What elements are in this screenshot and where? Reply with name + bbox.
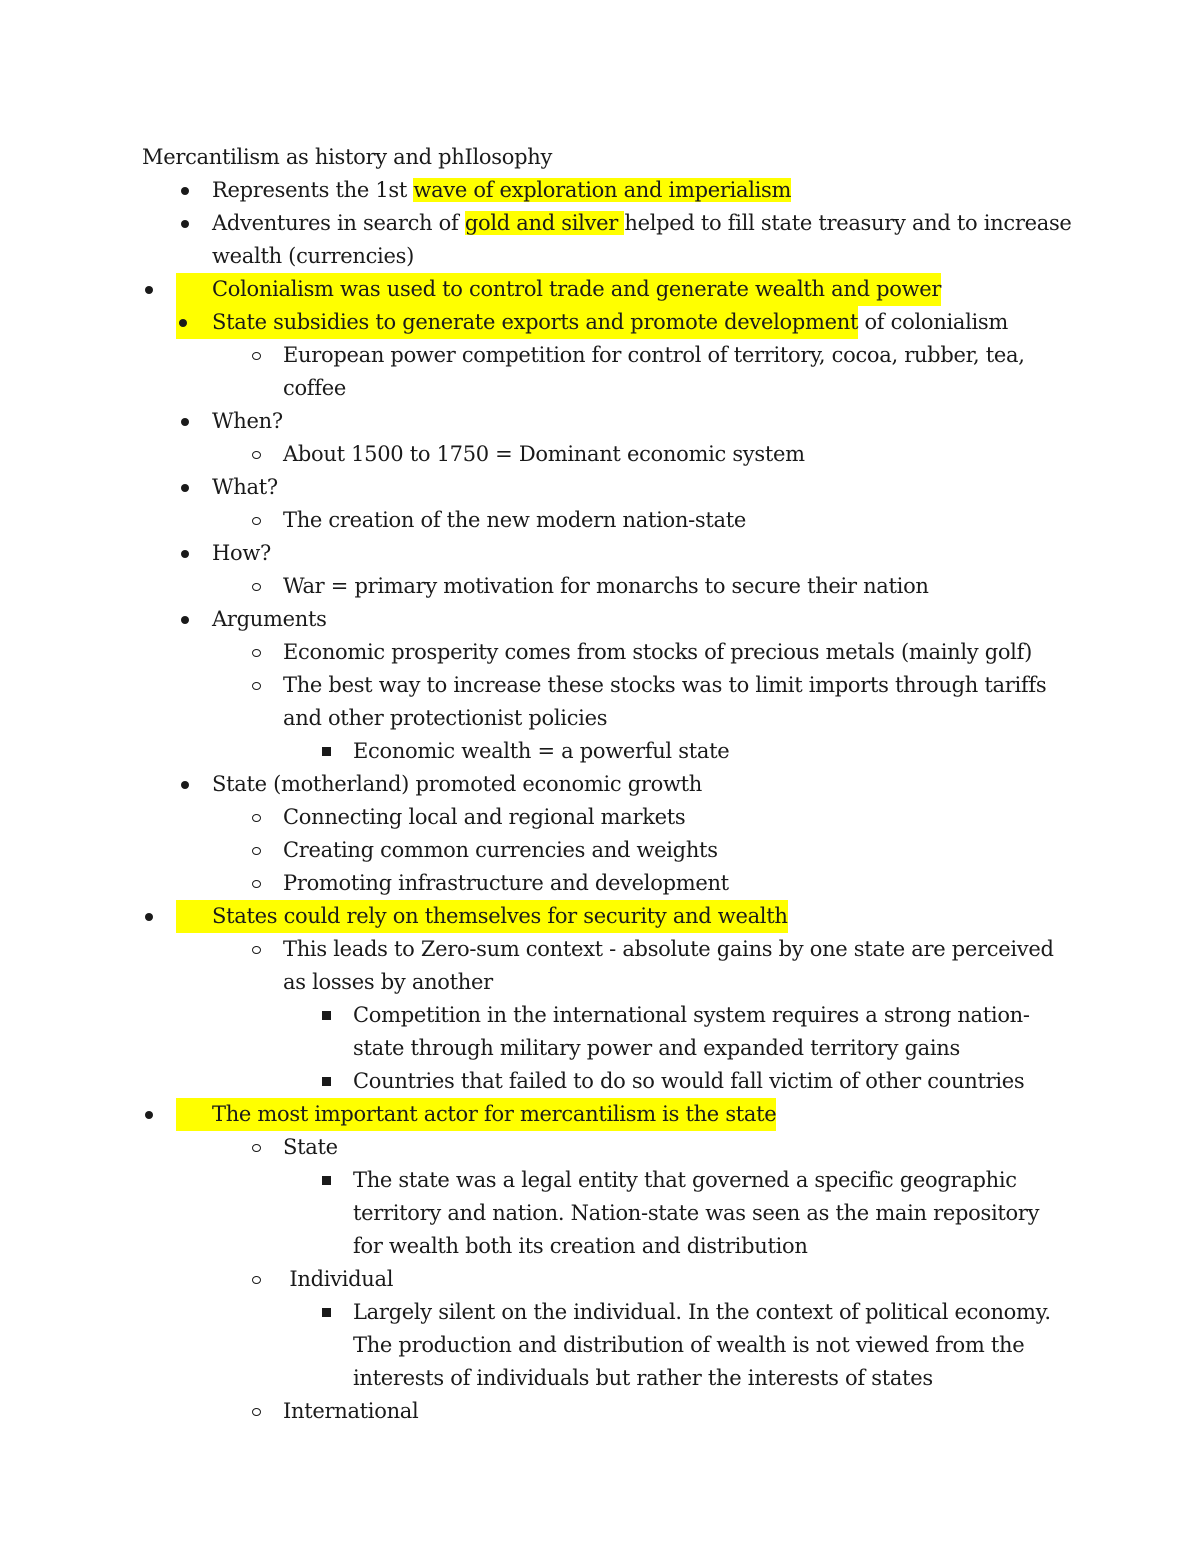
highlighted-text: Colonialism was used to control trade and generate wealth and power: [212, 277, 942, 301]
bullet-square-icon: [317, 1164, 335, 1197]
highlighted-text: States could rely on themselves for security and wealth: [212, 904, 788, 928]
list-item-text: About 1500 to 1750 = Dominant economic system: [283, 442, 805, 466]
list-item: [142, 735, 1072, 768]
bullet-dot-icon: [176, 537, 194, 570]
list-item: [142, 1263, 1072, 1296]
bullet-dot-icon: [140, 273, 158, 306]
list-item-text: Economic wealth = a powerful state: [353, 739, 730, 763]
list-item-text: of colonialism: [858, 310, 1009, 334]
bullet-dot-icon: [176, 207, 194, 240]
bullet-circle-icon: [247, 1395, 265, 1428]
list-item-text: Individual: [283, 1267, 394, 1291]
list-item-text: This leads to Zero-sum context - absolute gains by one state are perceived as losses by another: [283, 937, 1054, 994]
list-item-text: Competition in the international system requires a strong nation-state through military power and expanded territory gains: [353, 1003, 1030, 1060]
bullet-square-icon: [317, 1065, 335, 1098]
list-item: [142, 570, 1072, 603]
list-item-text: Adventures in search of: [212, 211, 465, 235]
list-item: [142, 1098, 1072, 1131]
bullet-circle-icon: [247, 438, 265, 471]
bullet-dot-icon: [174, 306, 192, 339]
list-item-text: Economic prosperity comes from stocks of precious metals (mainly golf): [283, 640, 1032, 664]
list-item-text: European power competition for control of territory, cocoa, rubber, tea, coffee: [283, 343, 1025, 400]
bullet-dot-icon: [176, 405, 194, 438]
bullet-circle-icon: [247, 933, 265, 966]
list-item-text: Largely silent on the individual. In the context of political economy. The production and distribution of wealth is not viewed from the interests of individuals but rather the interests of states: [353, 1300, 1051, 1390]
list-item: [142, 933, 1072, 999]
bullet-square-icon: [317, 735, 335, 768]
bullet-circle-icon: [247, 504, 265, 537]
bullet-circle-icon: [247, 867, 265, 900]
bullet-circle-icon: [247, 1263, 265, 1296]
list-item-text: How?: [212, 541, 271, 565]
list-item-text: Creating common currencies and weights: [283, 838, 718, 862]
document-body: [142, 141, 1072, 1428]
bullet-square-icon: [317, 999, 335, 1032]
list-item: [142, 471, 1072, 504]
list-item-text: What?: [212, 475, 278, 499]
list-item: [142, 900, 1072, 933]
list-item: [142, 174, 1072, 207]
bullet-dot-icon: [140, 1098, 158, 1131]
list-item: [142, 834, 1072, 867]
list-item-text: helped to fill state treasury and to increase wealth (currencies): [212, 211, 1072, 268]
bullet-dot-icon: [176, 768, 194, 801]
list-item-text: The state was a legal entity that governed a specific geographic territory and nation. Nation-state was seen as the main repository for wealth both its creation and distribution: [353, 1168, 1040, 1258]
list-item: [142, 603, 1072, 636]
bullet-circle-icon: [247, 669, 265, 702]
list-item: [142, 1131, 1072, 1164]
bullet-circle-icon: [247, 339, 265, 372]
list-item-text: International: [283, 1399, 419, 1423]
highlighted-text: The most important actor for mercantilism is the state: [212, 1102, 777, 1126]
bullet-dot-icon: [176, 471, 194, 504]
list-item: [142, 669, 1072, 735]
bullet-dot-icon: [176, 174, 194, 207]
highlighted-text: State subsidies to generate exports and promote development: [212, 310, 859, 334]
list-item: [142, 273, 1072, 306]
list-item: [142, 768, 1072, 801]
document-title: Mercantilism as history and phIlosophy: [142, 145, 553, 169]
list-item-text: Represents the 1st: [212, 178, 414, 202]
list-item: [142, 1296, 1072, 1395]
bullet-dot-icon: [140, 900, 158, 933]
bullet-circle-icon: [247, 834, 265, 867]
list-item: [142, 999, 1072, 1065]
list-item: [142, 1395, 1072, 1428]
list-item-text: Connecting local and regional markets: [283, 805, 686, 829]
bullet-circle-icon: [247, 636, 265, 669]
list-item-text: When?: [212, 409, 283, 433]
list-item: [142, 867, 1072, 900]
list-item: [142, 636, 1072, 669]
list-item: [142, 504, 1072, 537]
highlighted-text: wave of exploration and imperialism: [413, 178, 792, 202]
list-item-text: Countries that failed to do so would fall victim of other countries: [353, 1069, 1025, 1093]
list-item-text: Arguments: [212, 607, 327, 631]
bullet-circle-icon: [247, 1131, 265, 1164]
bullet-circle-icon: [247, 801, 265, 834]
list-item-text: The creation of the new modern nation-state: [283, 508, 746, 532]
bullet-dot-icon: [176, 603, 194, 636]
list-item: [142, 339, 1072, 405]
highlighted-text: gold and silver: [464, 211, 625, 235]
outline-list: [142, 174, 1072, 1428]
list-item-text: Promoting infrastructure and development: [283, 871, 729, 895]
list-item-text: State: [283, 1135, 338, 1159]
list-item-text: War = primary motivation for monarchs to secure their nation: [283, 574, 929, 598]
bullet-square-icon: [317, 1296, 335, 1329]
list-item: [142, 405, 1072, 438]
list-item: [142, 306, 1072, 339]
bullet-circle-icon: [247, 570, 265, 603]
list-item: [142, 438, 1072, 471]
list-item: [142, 207, 1072, 273]
list-item-text: State (motherland) promoted economic growth: [212, 772, 703, 796]
list-item: [142, 537, 1072, 570]
list-item: [142, 1164, 1072, 1263]
list-item: [142, 1065, 1072, 1098]
list-item: [142, 801, 1072, 834]
list-item-text: The best way to increase these stocks was to limit imports through tariffs and other protectionist policies: [283, 673, 1047, 730]
